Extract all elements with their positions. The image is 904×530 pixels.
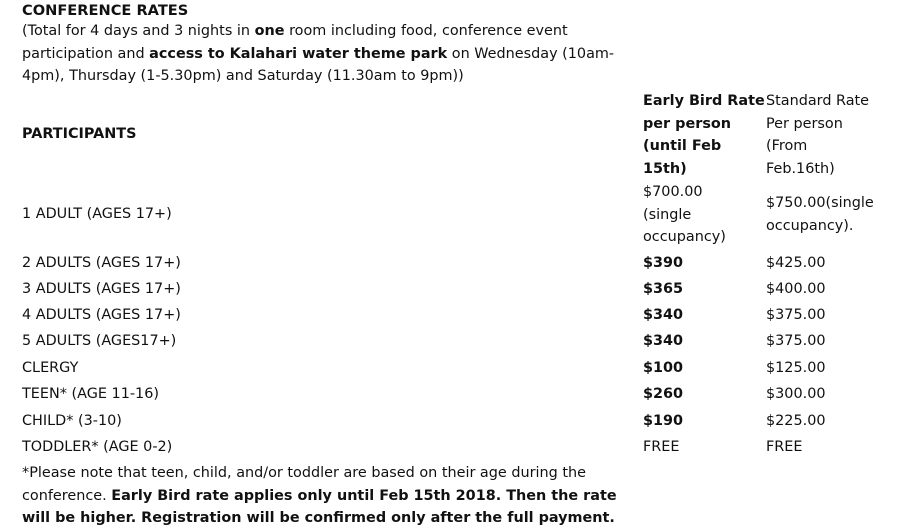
header-line: 15th) (643, 160, 687, 177)
note-emphasis: Early Bird rate applies only until Feb 15th 2018. Then the rate (111, 487, 617, 504)
participant-label: 1 ADULT (AGES 17+) (22, 206, 172, 222)
standard-price: $375.00 (766, 333, 826, 349)
header-line: Feb.16th) (766, 160, 835, 177)
early-bird-price: $390 (643, 255, 684, 271)
intro-text: on Wednesday (10am- (447, 45, 615, 62)
early-bird-price: $365 (643, 281, 684, 297)
participants-header: PARTICIPANTS (22, 126, 137, 142)
early-bird-rate-header (643, 90, 765, 180)
participant-label: 4 ADULTS (AGES 17+) (22, 307, 181, 323)
standard-price: $225.00 (766, 413, 826, 429)
note-line: *Please note that teen, child, and/or toddler are based on their age during the (22, 465, 586, 481)
standard-price: $425.00 (766, 255, 826, 271)
note-text: conference. (22, 487, 112, 504)
intro-line-2 (22, 43, 662, 66)
table-row (0, 278, 904, 304)
standard-price (766, 192, 874, 237)
price-line: (single (643, 206, 692, 223)
intro-line-1 (22, 20, 662, 43)
header-line: per person (643, 115, 732, 132)
page-title: CONFERENCE RATES (22, 2, 189, 19)
table-row (0, 383, 904, 409)
header-line: (From (766, 138, 808, 154)
participant-label: 2 ADULTS (AGES 17+) (22, 255, 181, 271)
standard-price: $375.00 (766, 307, 826, 323)
header-line: Per person (766, 115, 843, 132)
price-line: occupancy). (766, 217, 854, 234)
early-bird-price: $260 (643, 386, 684, 402)
early-bird-price: $100 (643, 360, 684, 376)
standard-price: $125.00 (766, 360, 826, 376)
standard-price: FREE (766, 439, 803, 455)
table-row (0, 304, 904, 330)
note-line (22, 485, 617, 508)
early-bird-price: $340 (643, 307, 684, 323)
table-row (0, 410, 904, 436)
intro-text: participation and (22, 45, 150, 62)
standard-price: $300.00 (766, 386, 826, 402)
participant-label: 3 ADULTS (AGES 17+) (22, 281, 181, 297)
early-bird-price: FREE (643, 439, 680, 455)
participant-label: 5 ADULTS (AGES17+) (22, 333, 177, 349)
participant-label: TEEN* (AGE 11-16) (22, 386, 159, 402)
standard-price: $400.00 (766, 281, 826, 297)
participant-label: CHILD* (3-10) (22, 413, 122, 429)
header-line: (until Feb (643, 138, 722, 154)
early-bird-price: $190 (643, 413, 684, 429)
early-bird-price: $340 (643, 333, 684, 349)
intro-text: (Total for 4 days and 3 nights in (22, 23, 255, 39)
participant-label: TODDLER* (AGE 0-2) (22, 439, 173, 455)
table-row (0, 330, 904, 356)
intro-text: room including food, conference event (284, 23, 568, 39)
table-row (0, 357, 904, 383)
rates-note (22, 462, 617, 530)
header-line: Early Bird Rate (643, 93, 765, 109)
table-row (0, 252, 904, 278)
price-line: $700.00 (643, 184, 703, 200)
rates-intro (22, 20, 662, 88)
price-line: occupancy) (643, 229, 726, 245)
intro-emphasis: access to Kalahari water theme park (149, 45, 448, 62)
price-line: $750.00(single (766, 195, 874, 211)
intro-emphasis: one (254, 23, 285, 39)
table-row (0, 436, 904, 462)
note-line: will be higher. Registration will be confirmed only after the full payment. (22, 510, 615, 526)
intro-line-3: 4pm), Thursday (1-5.30pm) and Saturday (11.30am to 9pm)) (22, 68, 464, 84)
early-bird-price (643, 181, 726, 249)
standard-rate-header (766, 90, 869, 180)
participant-label: CLERGY (22, 360, 79, 376)
header-line: Standard Rate (766, 93, 870, 109)
